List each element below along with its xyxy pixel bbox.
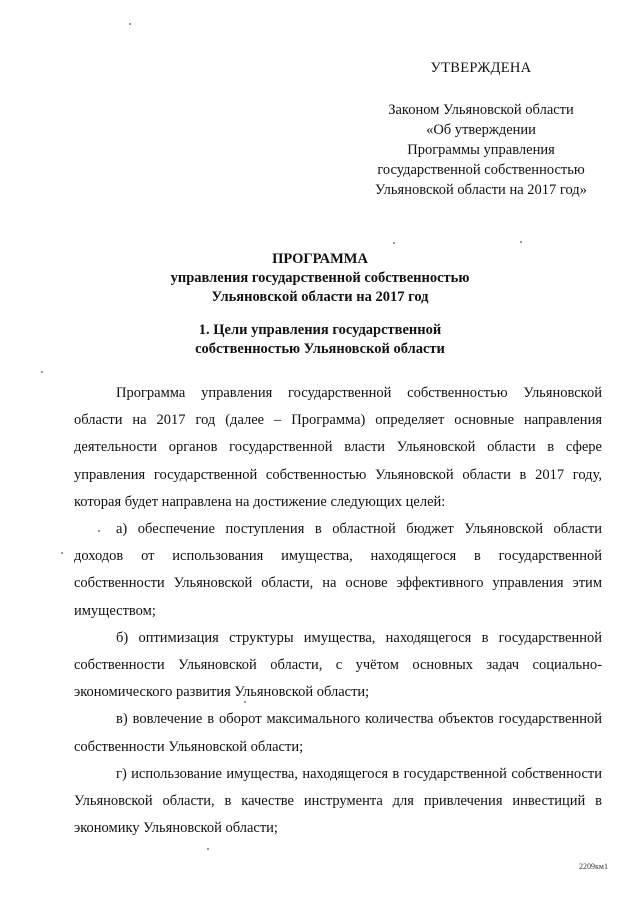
approval-line: Законом Ульяновской области xyxy=(388,102,574,118)
goal-line: инвестиций в экономику Ульяновской области; xyxy=(74,793,602,837)
approval-line: «Об утверждении xyxy=(426,122,536,138)
goal-line: б) оптимизация структуры имущества, находящегося в государственной xyxy=(116,629,602,646)
goal-line: имуществом; xyxy=(74,602,156,619)
intro-paragraph xyxy=(74,380,602,516)
program-title: ПРОГРАММА xyxy=(272,251,368,267)
intro-line: Программа управления государственной собственностью Ульяновской xyxy=(116,385,602,401)
intro-line: управления государственной собственностью Ульяновской области в 2017 году, xyxy=(74,466,602,483)
goal-line: в) вовлечение в оборот максимального количества объектов xyxy=(116,711,494,728)
approval-line: Программы управления xyxy=(407,142,555,158)
approval-line: Ульяновской области на 2017 год» xyxy=(375,182,587,198)
goal-line: собственности Ульяновской области, на основе эффективного управления этим xyxy=(74,575,602,592)
goal-item-a xyxy=(74,516,602,625)
intro-line: области на 2017 год (далее – Программа) определяет основные направления xyxy=(74,412,602,429)
scan-speck xyxy=(207,848,209,850)
scan-speck xyxy=(98,530,100,532)
approval-block xyxy=(350,58,612,200)
goal-item-g xyxy=(74,761,602,843)
scan-speck xyxy=(61,552,63,554)
scan-speck xyxy=(520,241,522,243)
goal-item-b xyxy=(74,625,602,707)
document-code: 2209км1 xyxy=(579,862,608,871)
goal-line: доходов от использования имущества, находящегося в государственной xyxy=(74,548,602,565)
goal-line: г) использование имущества, находящегося в государственной xyxy=(116,765,507,782)
intro-line: которая будет направлена на достижение следующих целей: xyxy=(74,493,446,510)
approval-stamp: УТВЕРЖДЕНА xyxy=(430,60,532,76)
goal-line: экономического развития Ульяновской области; xyxy=(74,684,370,701)
program-subtitle-line: Ульяновской области на 2017 год xyxy=(211,289,429,305)
approval-line: государственной собственностью xyxy=(377,162,585,178)
program-subtitle-line: управления государственной собственностью xyxy=(170,270,470,286)
scan-speck xyxy=(129,23,131,25)
scan-speck xyxy=(393,242,395,244)
section-title-line: 1. Цели управления государственной xyxy=(198,322,442,338)
program-heading xyxy=(60,250,580,307)
document-body xyxy=(74,380,602,842)
goal-line: государственной собственности Ульяновской области; xyxy=(74,711,603,755)
scan-speck xyxy=(41,371,43,373)
goal-line: собственности Ульяновской области, с учётом основных задач социально- xyxy=(74,657,602,674)
intro-line: деятельности органов государственной власти Ульяновской области в сфере xyxy=(74,439,602,456)
goal-line: а) обеспечение поступления в областной бюджет Ульяновской области xyxy=(116,521,602,538)
section-title xyxy=(60,321,580,359)
section-title-line: собственностью Ульяновской области xyxy=(195,341,445,357)
goal-item-v xyxy=(74,706,602,760)
scan-speck xyxy=(244,701,246,703)
goal-line: собственности Ульяновской области, в качестве инструмента для привлечения xyxy=(74,765,603,810)
